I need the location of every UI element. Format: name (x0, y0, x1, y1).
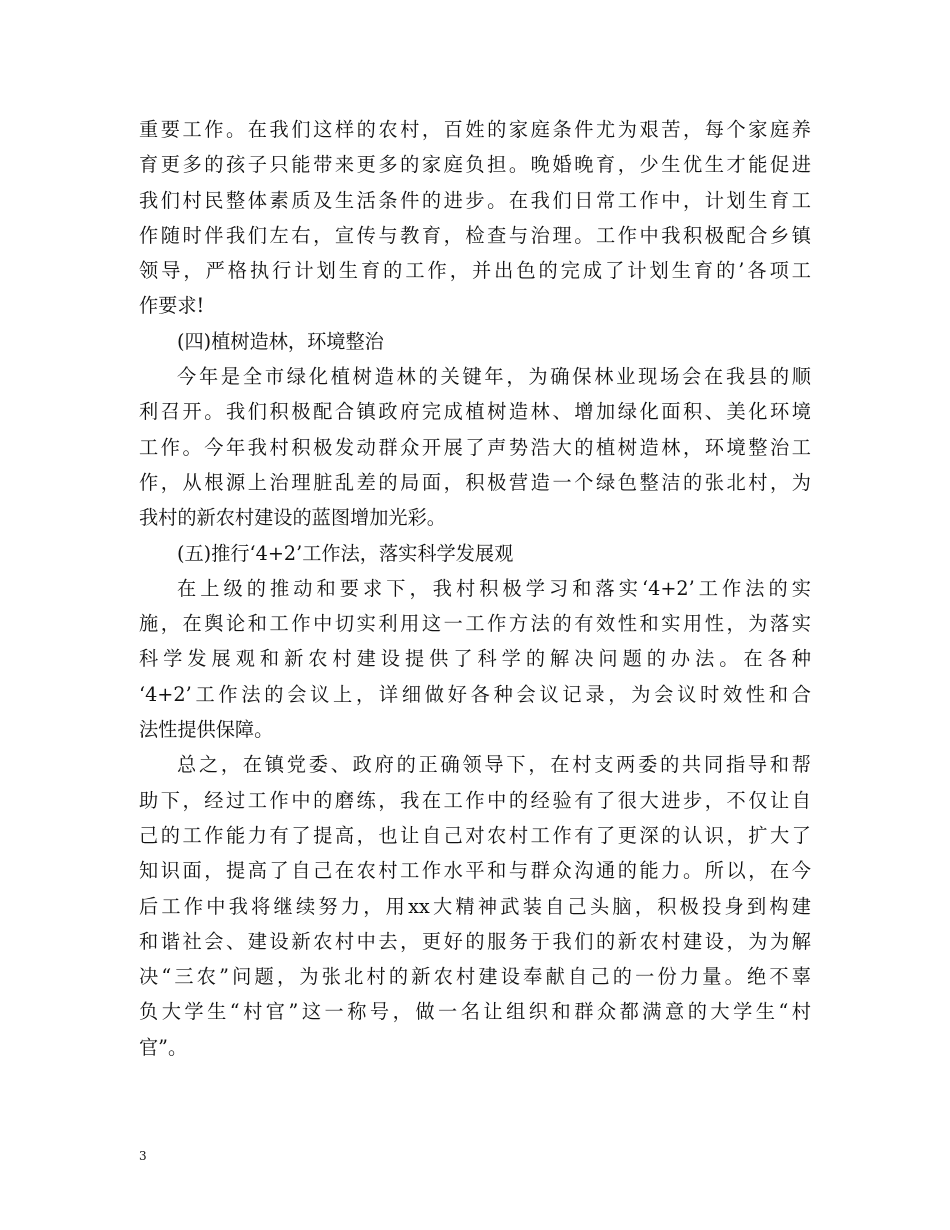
text-line: 育更多的孩子只能带来更多的家庭负担。晚婚晚育，少生优生才能促进 (139, 153, 811, 177)
text-line: ‘4+2’工作法的会议上，详细做好各种会议记录，为会议时效性和合 (139, 682, 811, 706)
text-line: 作随时伴我们左右，宣传与教育，检查与治理。工作中我积极配合乡镇 (139, 223, 811, 247)
text-line: 作要求! (139, 294, 205, 318)
text-line: 和谐社会、建设新农村中去，更好的服务于我们的新农村建设，为为解 (139, 929, 811, 953)
text-line: 利召开。我们积极配合镇政府完成植树造林、增加绿化面积、美化环境 (139, 400, 811, 424)
text-line: 工作。今年我村积极发动群众开展了声势浩大的植树造林，环境整治工 (139, 435, 811, 459)
text-line: 负大学生“村官”这一称号，做一名让组织和群众都满意的大学生“村 (139, 1000, 811, 1024)
text-line: 后工作中我将继续努力，用xx大精神武装自己头脑，积极投身到构建 (139, 894, 811, 918)
text-line: 施，在舆论和工作中切实利用这一工作方法的有效性和实用性，为落实 (139, 612, 811, 636)
document-body (139, 112, 811, 1065)
text-line: 领导，严格执行计划生育的工作，并出色的完成了计划生育的’各项工 (139, 259, 811, 283)
text-line: 己的工作能力有了提高，也让自己对农村工作有了更深的认识，扩大了 (139, 823, 811, 847)
text-line: 知识面，提高了自己在农村工作水平和与群众沟通的能力。所以，在今 (139, 859, 811, 883)
text-line: 今年是全市绿化植树造林的关键年，为确保林业现场会在我县的顺 (177, 365, 811, 389)
section-heading: (四)植树造林，环境整治 (177, 329, 384, 353)
text-line: 总之，在镇党委、政府的正确领导下，在村支两委的共同指导和帮 (177, 753, 811, 777)
text-line: 助下，经过工作中的磨练，我在工作中的经验有了很大进步，不仅让自 (139, 788, 811, 812)
text-line: 法性提供保障。 (139, 718, 274, 742)
text-line: 官”。 (139, 1035, 188, 1059)
text-line: 作，从根源上治理脏乱差的局面，积极营造一个绿色整洁的张北村，为 (139, 470, 811, 494)
text-line: 我们村民整体素质及生活条件的进步。在我们日常工作中，计划生育工 (139, 188, 811, 212)
page-number: 3 (139, 1149, 147, 1163)
text-line: 科学发展观和新农村建设提供了科学的解决问题的办法。在各种 (139, 647, 811, 671)
text-line: 决“三农”问题，为张北村的新农村建设奉献自己的一份力量。绝不辜 (139, 965, 811, 989)
section-heading: (五)推行‘4+2’工作法，落实科学发展观 (177, 541, 514, 565)
text-line: 在上级的推动和要求下，我村积极学习和落实‘4+2’工作法的实 (177, 576, 811, 600)
text-line: 重要工作。在我们这样的农村，百姓的家庭条件尤为艰苦，每个家庭养 (139, 118, 811, 141)
text-line: 我村的新农村建设的蓝图增加光彩。 (139, 506, 446, 530)
